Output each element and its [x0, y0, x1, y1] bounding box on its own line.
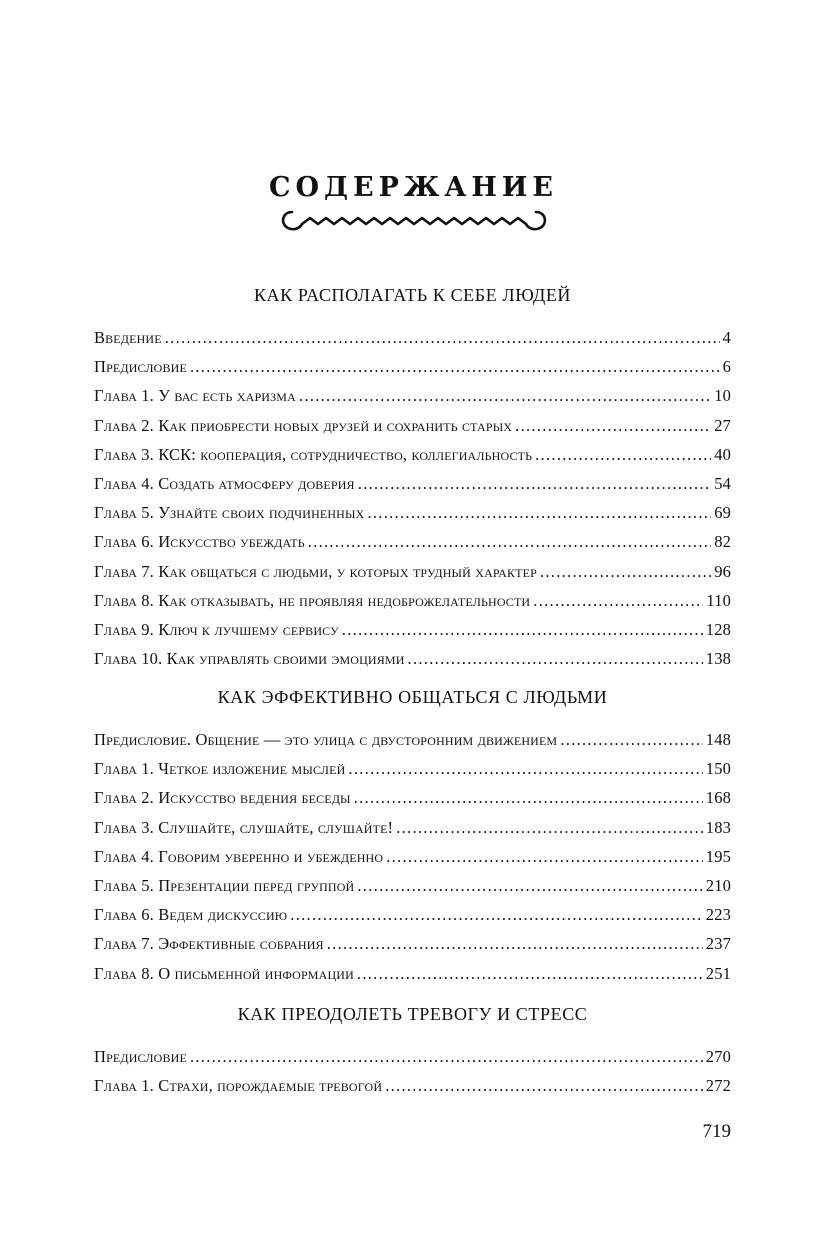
entry-title: Глава 1. Четкое изложение мыслей	[94, 759, 346, 779]
section-heading: КАК РАСПОЛАГАТЬ К СЕБЕ ЛЮДЕЙ	[253, 285, 572, 305]
toc-entry[interactable]	[94, 1071, 731, 1100]
dot-leader	[299, 381, 711, 410]
entry-page: 54	[714, 473, 731, 493]
entry-page: 150	[705, 759, 731, 779]
toc-list	[94, 1042, 731, 1100]
toc-entry[interactable]	[94, 725, 731, 754]
section-3	[94, 1000, 731, 1100]
entry-title: Глава 3. КСК: кооперация, сотрудничество, коллегиальность	[94, 444, 533, 464]
entry-page: 272	[705, 1076, 731, 1096]
toc-entry[interactable]	[94, 323, 731, 352]
entry-page: 82	[714, 532, 731, 552]
entry-title: Глава 4. Говорим уверенно и убежденно	[94, 846, 384, 866]
entry-title: Предисловие. Общение — это улица с двусторонним движением	[94, 730, 558, 749]
toc-entry[interactable]	[94, 900, 731, 929]
entry-title: Глава 7. Эффективные собрания	[94, 934, 324, 954]
entry-title: Глава 2. Как приобрести новых друзей и сохранить старых	[94, 415, 513, 435]
entry-page: 223	[705, 905, 731, 925]
dot-leader	[342, 615, 703, 644]
section-heading: КАК ПРЕОДОЛЕТЬ ТРЕВОГУ И СТРЕСС	[237, 1004, 588, 1024]
entry-title: Глава 1. У вас есть харизма	[94, 386, 296, 406]
entry-page: 96	[714, 561, 731, 581]
dot-leader	[165, 323, 720, 352]
entry-page: 183	[705, 817, 731, 837]
dot-leader	[358, 469, 712, 498]
page-title: СОДЕРЖАНИЕ	[269, 172, 558, 203]
dot-leader	[290, 900, 703, 929]
entry-title: Глава 5. Узнайте своих подчиненных	[94, 503, 365, 523]
dot-leader	[533, 586, 703, 615]
toc-entry[interactable]	[94, 615, 731, 644]
entry-title: Глава 10. Как управлять своими эмоциями	[94, 649, 405, 669]
section-heading: КАК ЭФФЕКТИВНО ОБЩАТЬСЯ С ЛЮДЬМИ	[217, 687, 608, 707]
entry-page: 27	[714, 415, 731, 435]
entry-page: 128	[705, 619, 731, 639]
dot-leader	[357, 871, 702, 900]
toc-entry[interactable]	[94, 411, 731, 440]
title-ornament-flourish	[278, 206, 550, 236]
dot-leader	[357, 959, 703, 988]
dot-leader	[367, 498, 711, 527]
toc-list	[94, 323, 731, 673]
toc-entry[interactable]	[94, 813, 731, 842]
entry-title: Глава 5. Презентации перед группой	[94, 875, 355, 895]
dot-leader	[540, 557, 711, 586]
entry-page: 210	[705, 875, 731, 895]
toc-entry[interactable]	[94, 498, 731, 527]
entry-page: 138	[705, 649, 731, 669]
toc-entry[interactable]	[94, 469, 731, 498]
toc-entry[interactable]	[94, 1042, 731, 1071]
dot-leader	[515, 411, 711, 440]
dot-leader	[190, 352, 720, 381]
toc-entry[interactable]	[94, 959, 731, 988]
toc-entry[interactable]	[94, 381, 731, 410]
entry-title: Глава 3. Слушайте, слушайте, слушайте!	[94, 817, 394, 837]
entry-page: 110	[706, 590, 731, 610]
toc-entry[interactable]	[94, 586, 731, 615]
entry-title: Глава 6. Искусство убеждать	[94, 532, 305, 552]
entry-page: 4	[722, 328, 731, 347]
entry-title: Глава 6. Ведем дискуссию	[94, 905, 288, 925]
toc-entry[interactable]	[94, 783, 731, 812]
dot-leader	[408, 644, 703, 673]
entry-page: 40	[714, 444, 731, 464]
toc-entry[interactable]	[94, 871, 731, 900]
toc-entry[interactable]	[94, 842, 731, 871]
entry-page: 6	[722, 357, 731, 377]
toc-entry[interactable]	[94, 527, 731, 556]
entry-page: 148	[705, 730, 731, 749]
entry-title: Введение	[94, 328, 162, 347]
entry-page: 69	[714, 503, 731, 523]
entry-title: Глава 7. Как общаться с людьми, у которых трудный характер	[94, 561, 537, 581]
dot-leader	[354, 783, 703, 812]
section-1	[94, 281, 731, 673]
entry-title: Глава 2. Искусство ведения беседы	[94, 788, 351, 808]
toc-entry[interactable]	[94, 440, 731, 469]
entry-page: 270	[705, 1047, 731, 1066]
toc-entry[interactable]	[94, 352, 731, 381]
entry-page: 251	[705, 963, 731, 983]
entry-title: Глава 8. Как отказывать, не проявляя недоброжелательности	[94, 590, 531, 610]
dot-leader	[535, 440, 711, 469]
toc-entry[interactable]	[94, 754, 731, 783]
entry-title: Глава 1. Страхи, порождаемые тревогой	[94, 1076, 383, 1096]
entry-title: Глава 4. Создать атмосферу доверия	[94, 473, 355, 493]
dot-leader	[348, 754, 702, 783]
entry-page: 237	[705, 934, 731, 954]
dot-leader	[560, 725, 703, 754]
toc-list	[94, 725, 731, 988]
entry-title: Предисловие	[94, 1047, 187, 1066]
dot-leader	[386, 842, 703, 871]
toc-entry[interactable]	[94, 644, 731, 673]
dot-leader	[385, 1071, 703, 1100]
section-2	[94, 683, 731, 988]
dot-leader	[190, 1042, 703, 1071]
entry-page: 10	[714, 386, 731, 406]
entry-page: 168	[705, 788, 731, 808]
entry-title: Глава 8. О письменной информации	[94, 963, 354, 983]
toc-entry[interactable]	[94, 557, 731, 586]
entry-page: 195	[705, 846, 731, 866]
dot-leader	[308, 527, 711, 556]
entry-title: Глава 9. Ключ к лучшему сервису	[94, 619, 339, 639]
dot-leader	[396, 813, 703, 842]
toc-entry[interactable]	[94, 929, 731, 958]
page-number: 719	[702, 1121, 731, 1142]
entry-title: Предисловие	[94, 357, 187, 377]
dot-leader	[327, 929, 703, 958]
